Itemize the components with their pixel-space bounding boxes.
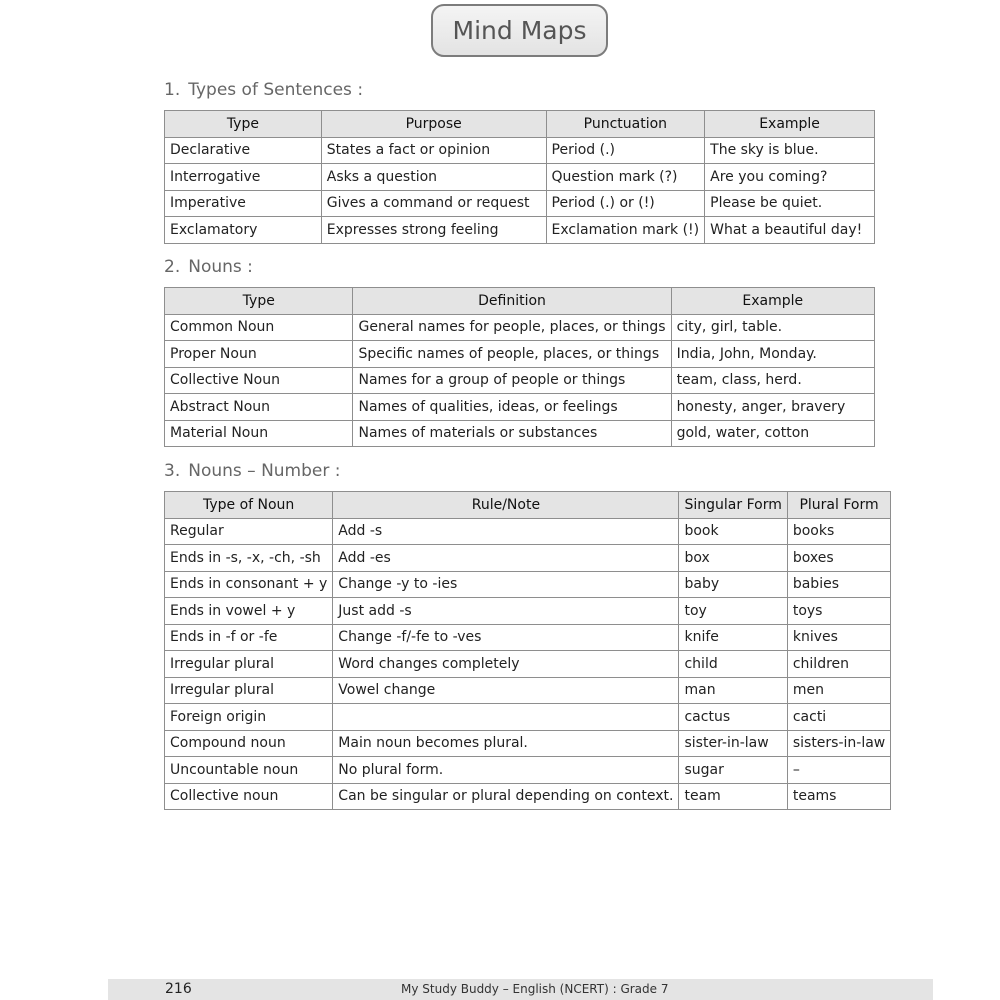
table-cell: Ends in -f or -fe [165, 624, 333, 651]
page-footer [108, 979, 933, 1000]
table-cell: honesty, anger, bravery [671, 394, 874, 421]
table-row [165, 571, 891, 598]
table-cell: Ends in -s, -x, -ch, -sh [165, 545, 333, 572]
table-cell: Gives a command or request [321, 190, 546, 217]
table-cell: gold, water, cotton [671, 420, 874, 447]
table-cell: Material Noun [165, 420, 353, 447]
table-cell: Proper Noun [165, 341, 353, 368]
table-cell: States a fact or opinion [321, 137, 546, 164]
table-cell: Period (.) or (!) [546, 190, 705, 217]
section-title: Types of Sentences : [188, 80, 364, 100]
table-cell: Names of qualities, ideas, or feelings [353, 394, 671, 421]
section-heading-sentence-types [164, 80, 363, 100]
table-cell: sister-in-law [679, 730, 787, 757]
table-row [165, 314, 875, 341]
table-cell: Declarative [165, 137, 322, 164]
table-cell: book [679, 518, 787, 545]
table-cell: knives [787, 624, 890, 651]
table-cell: Main noun becomes plural. [333, 730, 679, 757]
table-cell: Word changes completely [333, 651, 679, 678]
table-cell: Vowel change [333, 677, 679, 704]
table-row [165, 341, 875, 368]
table-cell: box [679, 545, 787, 572]
table-row [165, 704, 891, 731]
nouns-table [164, 287, 875, 447]
section-title: Nouns : [188, 257, 253, 277]
table-row [165, 783, 891, 810]
table-row [165, 598, 891, 625]
table-cell: Common Noun [165, 314, 353, 341]
table-row [165, 367, 875, 394]
table-cell: teams [787, 783, 890, 810]
table-cell: Uncountable noun [165, 757, 333, 784]
table-cell: Irregular plural [165, 651, 333, 678]
table-cell: Abstract Noun [165, 394, 353, 421]
table-cell: Period (.) [546, 137, 705, 164]
table-row [165, 518, 891, 545]
table-cell: The sky is blue. [705, 137, 875, 164]
table-row [165, 137, 875, 164]
table-row [165, 757, 891, 784]
table-cell: baby [679, 571, 787, 598]
table-cell: toys [787, 598, 890, 625]
column-header: Definition [353, 288, 671, 315]
table-cell: Imperative [165, 190, 322, 217]
table-cell: boxes [787, 545, 890, 572]
table-cell [333, 704, 679, 731]
table-cell: Exclamatory [165, 217, 322, 244]
table-cell: Expresses strong feeling [321, 217, 546, 244]
table-cell: man [679, 677, 787, 704]
table-cell: sugar [679, 757, 787, 784]
column-header: Example [671, 288, 874, 315]
table-row [165, 651, 891, 678]
table-cell: Are you coming? [705, 164, 875, 191]
table-cell: city, girl, table. [671, 314, 874, 341]
section-title: Nouns – Number : [188, 461, 341, 481]
table-header-row [165, 288, 875, 315]
section-number: 1. [164, 80, 181, 100]
table-row [165, 190, 875, 217]
table-cell: Foreign origin [165, 704, 333, 731]
table-row [165, 545, 891, 572]
section-number: 3. [164, 461, 181, 481]
section-heading-nouns [164, 257, 253, 277]
table-cell: cactus [679, 704, 787, 731]
table-cell: children [787, 651, 890, 678]
table-row [165, 624, 891, 651]
table-cell: General names for people, places, or things [353, 314, 671, 341]
column-header: Rule/Note [333, 492, 679, 519]
table-cell: books [787, 518, 890, 545]
column-header: Type of Noun [165, 492, 333, 519]
page-title: Mind Maps [431, 4, 608, 57]
book-title: My Study Buddy – English (NCERT) : Grade 7 [401, 982, 669, 996]
table-cell: babies [787, 571, 890, 598]
column-header: Type [165, 111, 322, 138]
table-cell: Add -es [333, 545, 679, 572]
table-cell: Ends in vowel + y [165, 598, 333, 625]
table-cell: Question mark (?) [546, 164, 705, 191]
table-row [165, 420, 875, 447]
table-cell: India, John, Monday. [671, 341, 874, 368]
table-row [165, 730, 891, 757]
table-cell: Change -f/-fe to -ves [333, 624, 679, 651]
table-cell: Collective noun [165, 783, 333, 810]
table-cell: Compound noun [165, 730, 333, 757]
table-cell: Ends in consonant + y [165, 571, 333, 598]
column-header: Plural Form [787, 492, 890, 519]
table-cell: What a beautiful day! [705, 217, 875, 244]
table-cell: Regular [165, 518, 333, 545]
table-cell: sisters-in-law [787, 730, 890, 757]
table-cell: team, class, herd. [671, 367, 874, 394]
table-cell: Please be quiet. [705, 190, 875, 217]
table-cell: Exclamation mark (!) [546, 217, 705, 244]
table-cell: Change -y to -ies [333, 571, 679, 598]
table-cell: Interrogative [165, 164, 322, 191]
table-cell: men [787, 677, 890, 704]
table-cell: Asks a question [321, 164, 546, 191]
section-heading-noun-number [164, 461, 341, 481]
table-cell: cacti [787, 704, 890, 731]
table-row [165, 677, 891, 704]
table-header-row [165, 492, 891, 519]
table-header-row [165, 111, 875, 138]
table-cell: No plural form. [333, 757, 679, 784]
table-cell: Collective Noun [165, 367, 353, 394]
table-row [165, 217, 875, 244]
column-header: Singular Form [679, 492, 787, 519]
column-header: Type [165, 288, 353, 315]
column-header: Example [705, 111, 875, 138]
table-cell: Add -s [333, 518, 679, 545]
table-cell: Can be singular or plural depending on context. [333, 783, 679, 810]
column-header: Punctuation [546, 111, 705, 138]
table-cell: Names of materials or substances [353, 420, 671, 447]
table-cell: toy [679, 598, 787, 625]
table-row [165, 394, 875, 421]
sentence-types-table [164, 110, 875, 244]
table-cell: knife [679, 624, 787, 651]
page-number: 216 [165, 981, 192, 997]
table-cell: Irregular plural [165, 677, 333, 704]
table-cell: Names for a group of people or things [353, 367, 671, 394]
section-number: 2. [164, 257, 181, 277]
noun-number-table [164, 491, 891, 810]
table-cell: child [679, 651, 787, 678]
table-cell: Specific names of people, places, or things [353, 341, 671, 368]
table-cell: team [679, 783, 787, 810]
table-cell: Just add -s [333, 598, 679, 625]
column-header: Purpose [321, 111, 546, 138]
table-row [165, 164, 875, 191]
table-cell: – [787, 757, 890, 784]
